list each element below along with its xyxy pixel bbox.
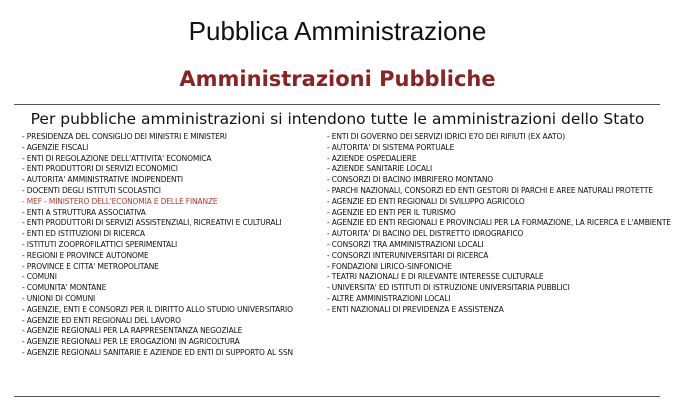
list-item: - AGENZIE FISCALI [22, 142, 89, 152]
bottom-divider [14, 396, 660, 397]
list-item: - ENTI DI REGOLAZIONE DELL'ATTIVITA' ECONOMICA [22, 153, 212, 163]
list-item: - AUTORITA' DI SISTEMA PORTUALE [327, 142, 455, 152]
list-item: - AGENZIE REGIONALI PER LA RAPPRESENTANZA NEGOZIALE [22, 326, 243, 336]
list-item: - AGENZIE ED ENTI REGIONALI DI SVILUPPO AGRICOLO [327, 196, 525, 206]
list-item: - AGENZIE REGIONALI SANITARIE E AZIENDE ED ENTI DI SUPPORTO AL SSN [22, 347, 293, 357]
list-item-highlighted: - MEF - MINISTERO DELL'ECONOMIA E DELLE FINANZE [22, 196, 218, 206]
top-divider [14, 104, 660, 105]
list-item: - AGENZIE ED ENTI REGIONALI DEL LAVORO [22, 315, 181, 325]
left-column-list [22, 132, 327, 359]
list-item: - UNIVERSITA' ED ISTITUTI DI ISTRUZIONE UNIVERSITARIA PUBBLICI [327, 283, 570, 293]
list-item: - FONDAZIONI LIRICO-SINFONICHE [327, 261, 452, 271]
list-item: - DOCENTI DEGLI ISTITUTI SCOLASTICI [22, 185, 161, 195]
list-item: - AZIENDE SANITARIE LOCALI [327, 164, 433, 174]
list-item: - AGENZIE, ENTI E CONSORZI PER IL DIRITTO ALLO STUDIO UNIVERSITARIO [22, 304, 293, 314]
list-item: - CONSORZI INTERUNIVERSITARI DI RICERCA [327, 250, 489, 260]
list-item: - TEATRI NAZIONALI E DI RILEVANTE INTERESSE CULTURALE [327, 272, 544, 282]
list-item: - ENTI NAZIONALI DI PREVIDENZA E ASSISTENZA [327, 304, 504, 314]
list-item: - UNIONI DI COMUNI [22, 293, 96, 303]
list-item: - REGIONI E PROVINCE AUTONOME [22, 250, 149, 260]
list-item: - AZIENDE OSPEDALIERE [327, 153, 417, 163]
list-item: - ENTI PRODUTTORI DI SERVIZI ECONOMICI [22, 164, 178, 174]
list-item: - ENTI ED ISTITUZIONI DI RICERCA [22, 229, 145, 239]
list-item: - PRESIDENZA DEL CONSIGLIO DEI MINISTRI E MINISTERI [22, 132, 227, 141]
list-item: - ENTI DI GOVERNO DEI SERVIZI IDRICI E7O DEI RIFIUTI (EX AATO) [327, 132, 565, 141]
list-item: - ENTI PRODUTTORI DI SERVIZI ASSISTENZIALI, RICREATIVI E CULTURALI [22, 218, 282, 228]
list-item: - AUTORITA' DI BACINO DEL DISTRETTO IDROGRAFICO [327, 229, 524, 239]
list-item: - COMUNI [22, 272, 57, 282]
list-item: - AGENZIE ED ENTI PER IL TURISMO [327, 207, 456, 217]
list-item: - ALTRE AMMINISTRAZIONI LOCALI [327, 293, 451, 303]
intro-text: Per pubbliche amministrazioni si intendono tutte le amministrazioni dello Stato [30, 110, 645, 128]
right-column-list [327, 132, 672, 316]
list-item: - PARCHI NAZIONALI, CONSORZI ED ENTI GESTORI DI PARCHI E AREE NATURALI PROTETTE [327, 185, 653, 195]
list-item: - AGENZIE ED ENTI REGIONALI E PROVINCIALI PER LA FORMAZIONE, LA RICERCA E L'AMBIENTE [327, 218, 671, 228]
list-item: - ISTITUTI ZOOPROFILATTICI SPERIMENTALI [22, 239, 178, 249]
list-item: - PROVINCE E CITTA' METROPOLITANE [22, 261, 159, 271]
list-item: - CONSORZI DI BACINO IMBRIFERO MONTANO [327, 175, 494, 185]
list-item: - ENTI A STRUTTURA ASSOCIATIVA [22, 207, 146, 217]
page-title: Pubblica Amministrazione [188, 16, 487, 46]
section-subtitle: Amministrazioni Pubbliche [179, 67, 496, 91]
list-item: - CONSORZI TRA AMMINISTRAZIONI LOCALI [327, 239, 484, 249]
list-item: - AGENZIE REGIONALI PER LE EROGAZIONI IN AGRICOLTURA [22, 337, 240, 347]
list-item: - COMUNITA' MONTANE [22, 283, 107, 293]
list-item: - AUTORITA' AMMINISTRATIVE INDIPENDENTI [22, 175, 183, 185]
